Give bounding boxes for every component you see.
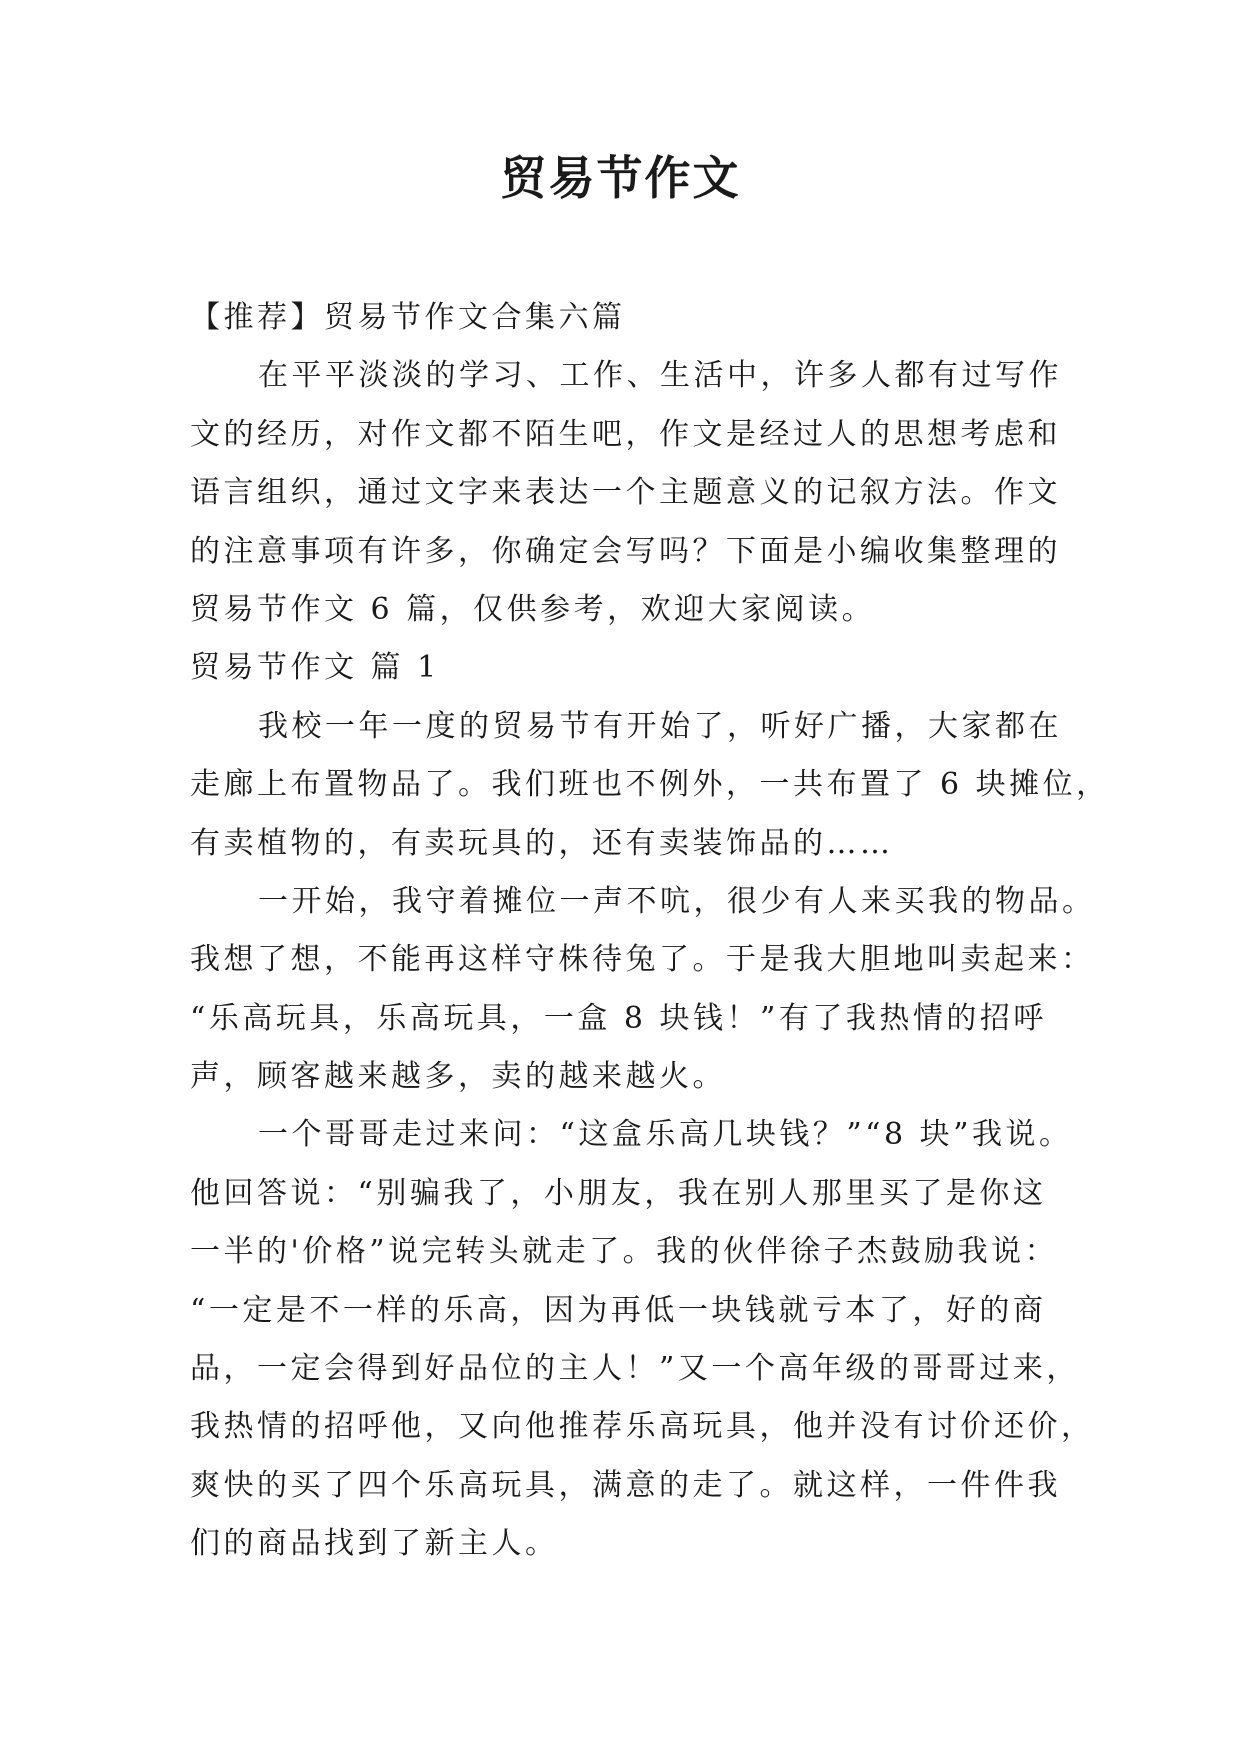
text-line: 我校一年一度的贸易节有开始了，听好广播，大家都在 [258,708,1062,744]
text-line: “一定是不一样的乐高，因为再低一块钱就亏本了，好的商 [190,1292,1047,1328]
text-line: 语言组织，通过文字来表达一个主题意义的记叙方法。作文 [190,475,1061,511]
text-line: 们的商品找到了新主人。 [190,1526,559,1562]
text-line: 品，一定会得到好品位的主人！”又一个高年级的哥哥过来， [190,1351,1080,1387]
text-line: 一半的'价格”说完转头就走了。我的伙伴徐子杰鼓励我说： [190,1234,1059,1270]
text-line: 他回答说：“别骗我了，小朋友，我在别人那里买了是你这 [190,1175,1047,1211]
text-line: 声，顾客越来越多，卖的越来越火。 [190,1059,726,1095]
text-line: 我想了想，不能再这样守株待兔了。于是我大胆地叫卖起来： [190,942,1095,978]
text-line: 贸易节作文 6 篇，仅供参考，欢迎大家阅读。 [190,591,876,627]
text-line: 贸易节作文 篇 1 [190,650,440,686]
text-line: 走廊上布置物品了。我们班也不例外，一共布置了 6 块摊位， [190,767,1110,803]
text-line: 一开始，我守着摊位一声不吭，很少有人来买我的物品。 [258,883,1096,919]
text-line: “乐高玩具，乐高玩具，一盒 8 块钱！”有了我热情的招呼 [190,1000,1047,1036]
text-line: 有卖植物的，有卖玩具的，还有卖装饰品的…… [190,825,894,861]
text-line: 在平平淡淡的学习、工作、生活中，许多人都有过写作 [258,358,1062,394]
document-body [190,289,1110,1574]
text-line: 的注意事项有许多，你确定会写吗？下面是小编收集整理的 [190,533,1061,569]
text-line: 爽快的买了四个乐高玩具，满意的走了。就这样，一件件我 [190,1467,1061,1503]
text-line: 一个哥哥走过来问：“这盒乐高几块钱？”“8 块”我说。 [258,1117,1073,1153]
text-line: 【推荐】贸易节作文合集六篇 [190,300,626,335]
text-line: 我热情的招呼他，又向他推荐乐高玩具，他并没有讨价还价， [190,1409,1095,1445]
document-title: 贸易节作文 [500,151,741,205]
text-line: 文的经历，对作文都不陌生吧，作文是经过人的思想考虑和 [190,416,1061,452]
